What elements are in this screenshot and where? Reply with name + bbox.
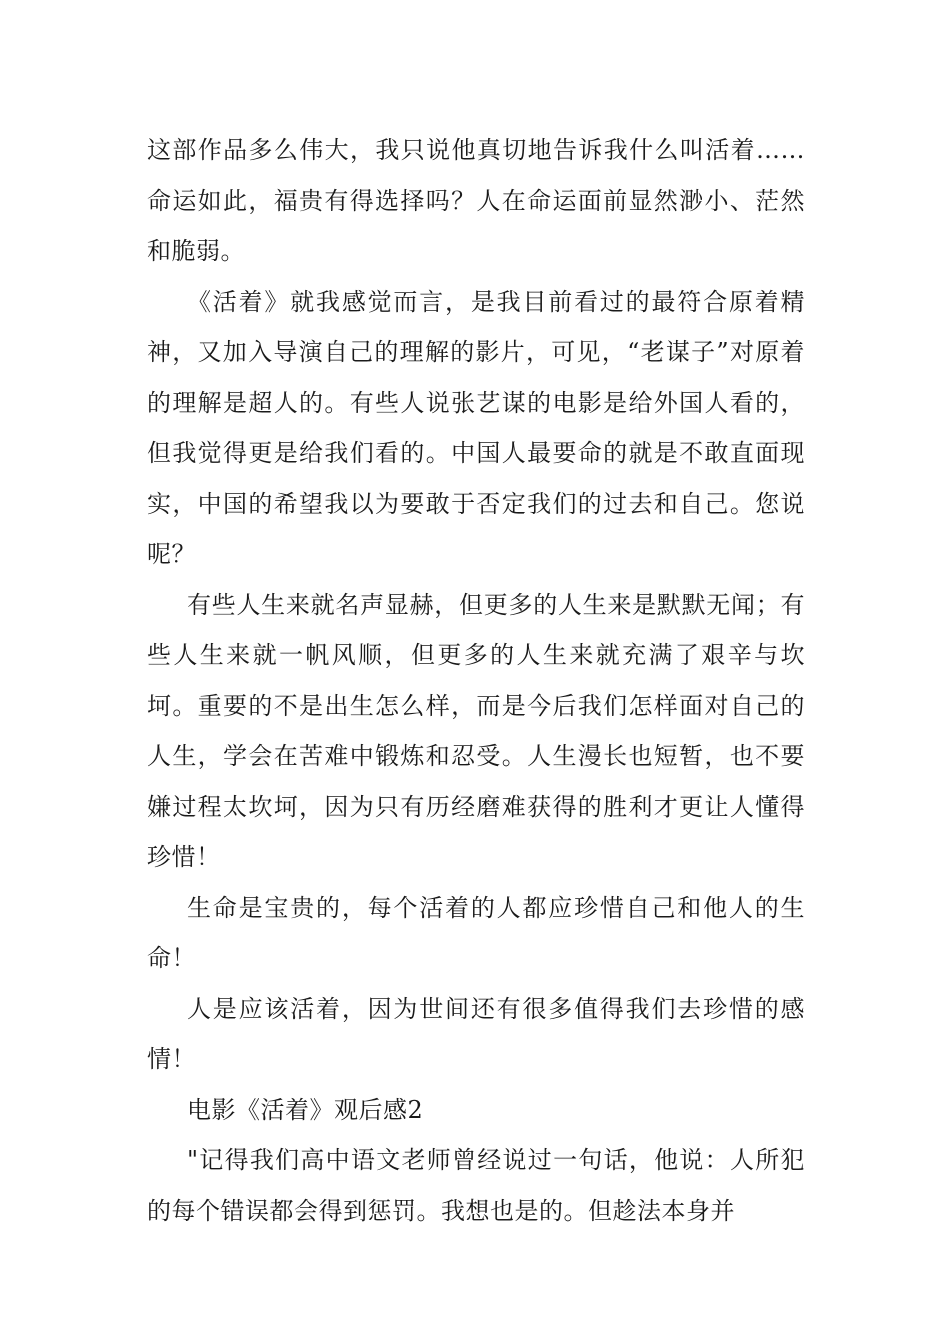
paragraph-1: 这部作品多么伟大，我只说他真切地告诉我什么叫活着……命运如此，福贵有得选择吗？人在命运面前显然渺小、茫然和脆弱。 xyxy=(147,136,805,265)
paragraph-4: 生命是宝贵的，每个活着的人都应珍惜自己和他人的生命！ xyxy=(147,893,805,972)
paragraph-2: 《活着》就我感觉而言，是我目前看过的最符合原着精神，又加入导演自己的理解的影片，可见，“老谋子”对原着的理解是超人的。有些人说张艺谋的电影是给外国人看的，但我觉得更是给我们看的。中国人最要命的就是不敢直面现实，中国的希望我以为要敢于否定我们的过去和自己。您说呢？ xyxy=(147,287,805,568)
paragraph-6: "记得我们高中语文老师曾经说过一句话，他说：人所犯的每个错误都会得到惩罚。我想也是的。但趁法本身并 xyxy=(147,1146,805,1225)
paragraph-5: 人是应该活着，因为世间还有很多值得我们去珍惜的感情！ xyxy=(147,994,805,1073)
paragraph-3: 有些人生来就名声显赫，但更多的人生来是默默无闻；有些人生来就一帆风顺，但更多的人生来就充满了艰辛与坎坷。重要的不是出生怎么样，而是今后我们怎样面对自己的人生，学会在苦难中锻炼和忍受。人生漫长也短暂，也不要嫌过程太坎坷，因为只有历经磨难获得的胜利才更让人懂得珍惜！ xyxy=(147,590,805,871)
section-heading: 电影《活着》观后感2 xyxy=(187,1095,424,1124)
document-page xyxy=(147,125,805,1236)
